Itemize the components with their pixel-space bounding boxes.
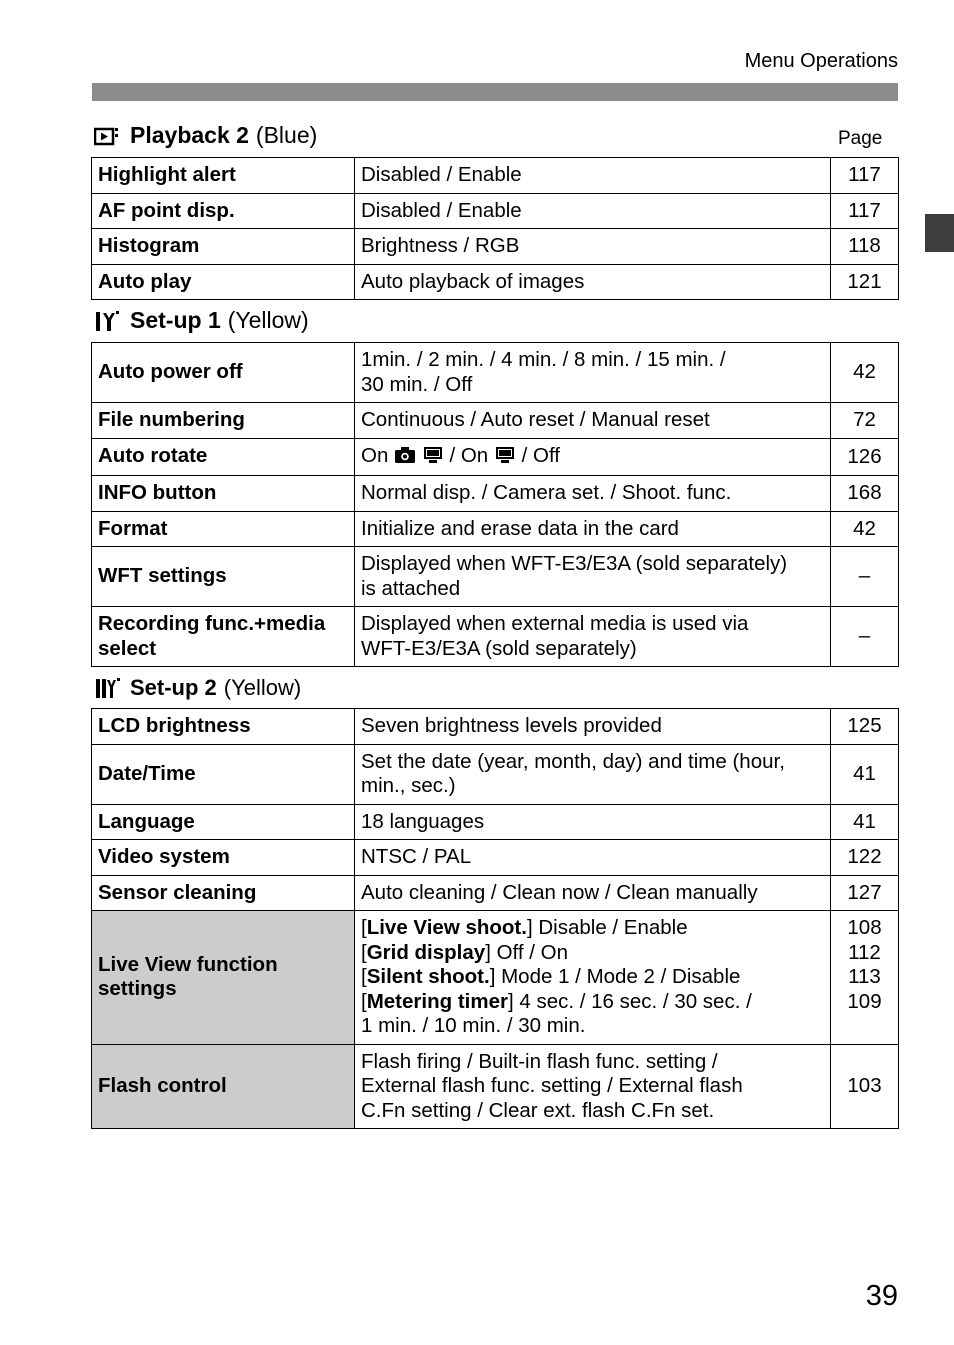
page-ref: 112 <box>848 940 881 964</box>
menu-item <box>92 607 355 667</box>
chapter-thumb-tab <box>925 214 954 252</box>
menu-setting: Disabled / Enable <box>355 158 831 194</box>
menu-item: Auto play <box>92 264 355 300</box>
menu-item: LCD brightness <box>92 709 355 745</box>
setting-text: On <box>361 443 389 467</box>
menu-setting <box>355 607 831 667</box>
menu-item: Histogram <box>92 229 355 265</box>
table-row <box>92 547 899 607</box>
menu-setting: Auto cleaning / Clean now / Clean manually <box>355 875 831 911</box>
item-line: select <box>98 636 157 660</box>
setup-2-table <box>91 708 899 1129</box>
setting-value: Disable / Enable <box>532 916 688 939</box>
menu-setting <box>355 911 831 1045</box>
playback-2-table <box>91 157 899 300</box>
page-ref: 42 <box>831 343 899 403</box>
table-row <box>92 744 899 804</box>
menu-item: Flash control <box>92 1044 355 1129</box>
setting-line: [Metering timer] 4 sec. / 16 sec. / 30 sec. / <box>361 989 752 1013</box>
camera-icon <box>394 446 416 471</box>
section-name: Playback 2 <box>130 122 249 148</box>
menu-item: WFT settings <box>92 547 355 607</box>
setting-line: [Live View shoot.] Disable / Enable <box>361 916 688 939</box>
page-ref: 168 <box>831 476 899 512</box>
setting-value: 4 sec. / 16 sec. / 30 sec. / <box>513 989 752 1013</box>
table-row <box>92 607 899 667</box>
computer-monitor-icon <box>494 446 516 471</box>
menu-setting: Normal disp. / Camera set. / Shoot. func. <box>355 476 831 512</box>
menu-item: Language <box>92 804 355 840</box>
setting-line: min., sec.) <box>361 774 456 797</box>
table-row <box>92 840 899 876</box>
table-row <box>92 264 899 300</box>
page-ref: – <box>831 607 899 667</box>
page-ref: 108 <box>847 916 882 939</box>
page-ref: 103 <box>831 1044 899 1129</box>
setting-value: Mode 1 / Mode 2 / Disable <box>495 965 741 988</box>
menu-item: Format <box>92 511 355 547</box>
table-row <box>92 476 899 512</box>
computer-monitor-icon <box>422 446 444 471</box>
page-ref: 41 <box>831 744 899 804</box>
item-line: settings <box>98 977 177 1001</box>
table-row <box>92 875 899 911</box>
menu-item: File numbering <box>92 403 355 439</box>
table-row <box>92 1044 899 1129</box>
menu-item: Highlight alert <box>92 158 355 194</box>
setup-wrench-icon <box>94 675 122 701</box>
setting-key: Metering timer <box>366 989 508 1013</box>
menu-item: Sensor cleaning <box>92 875 355 911</box>
menu-setting <box>355 343 831 403</box>
table-row <box>92 229 899 265</box>
page-ref: – <box>831 547 899 607</box>
setting-line: External flash func. setting / External flash <box>361 1074 743 1097</box>
menu-setting: 18 languages <box>355 804 831 840</box>
menu-item <box>92 911 355 1045</box>
section-title-setup-1 <box>94 307 309 334</box>
setting-key: Live View shoot. <box>366 916 527 939</box>
section-name: Set-up 1 <box>130 307 221 333</box>
menu-item: INFO button <box>92 476 355 512</box>
page-column-label: Page <box>838 128 883 149</box>
menu-setting <box>355 438 831 476</box>
section-title-setup-2 <box>94 675 301 701</box>
table-row <box>92 158 899 194</box>
menu-item: Date/Time <box>92 744 355 804</box>
menu-setting: Auto playback of images <box>355 264 831 300</box>
setting-key: Silent shoot. <box>366 965 490 988</box>
setting-line: Flash firing / Built-in flash func. setting / <box>361 1049 718 1073</box>
page-ref: 41 <box>831 804 899 840</box>
page-ref: 125 <box>831 709 899 745</box>
page-ref: 117 <box>831 158 899 194</box>
menu-setting: Initialize and erase data in the card <box>355 511 831 547</box>
setting-line: Set the date (year, month, day) and time (hour, <box>361 749 785 773</box>
page-number: 39 <box>865 1280 898 1312</box>
page-ref: 126 <box>831 438 899 476</box>
menu-setting <box>355 547 831 607</box>
table-row <box>92 511 899 547</box>
setting-line: C.Fn setting / Clear ext. flash C.Fn set. <box>361 1098 715 1122</box>
setting-line: [Silent shoot.] Mode 1 / Mode 2 / Disable <box>361 965 741 988</box>
menu-item: Auto power off <box>92 343 355 403</box>
setting-line: 1min. / 2 min. / 4 min. / 8 min. / 15 min. / <box>361 348 726 371</box>
menu-item: AF point disp. <box>92 193 355 229</box>
page-ref: 72 <box>831 403 899 439</box>
table-row <box>92 709 899 745</box>
menu-setting <box>355 1044 831 1129</box>
setting-line: Displayed when external media is used via <box>361 612 749 635</box>
table-row <box>92 438 899 476</box>
page-ref: 122 <box>831 840 899 876</box>
setting-line: Displayed when WFT-E3/E3A (sold separately) <box>361 552 788 575</box>
setting-text: / On <box>449 443 489 467</box>
menu-setting: Brightness / RGB <box>355 229 831 265</box>
menu-item: Auto rotate <box>92 438 355 476</box>
page-ref: 42 <box>831 511 899 547</box>
menu-setting: NTSC / PAL <box>355 840 831 876</box>
item-line: Live View function <box>98 952 278 976</box>
setting-line: 1 min. / 10 min. / 30 min. <box>361 1014 586 1037</box>
section-color: (Blue) <box>255 122 318 148</box>
playback-icon <box>94 123 122 149</box>
setup-wrench-icon <box>94 308 122 334</box>
page-ref: 118 <box>831 229 899 265</box>
section-title-playback-2 <box>94 122 317 149</box>
menu-setting <box>355 744 831 804</box>
page-ref: 117 <box>831 193 899 229</box>
table-row <box>92 403 899 439</box>
setting-line: is attached <box>361 576 461 600</box>
item-line: Recording func.+media <box>98 612 326 635</box>
header-rule <box>92 83 898 101</box>
setting-line: [Grid display] Off / On <box>361 940 568 964</box>
setting-text: / Off <box>521 443 560 467</box>
section-color: (Yellow) <box>223 675 302 700</box>
setting-line: 30 min. / Off <box>361 372 473 396</box>
table-row <box>92 804 899 840</box>
setup-1-table <box>91 342 899 667</box>
page-ref: 109 <box>847 989 882 1013</box>
section-name: Set-up 2 <box>130 675 217 700</box>
setting-key: Grid display <box>366 940 486 964</box>
table-row <box>92 343 899 403</box>
table-row <box>92 911 899 1045</box>
menu-item: Video system <box>92 840 355 876</box>
menu-setting: Continuous / Auto reset / Manual reset <box>355 403 831 439</box>
section-color: (Yellow) <box>227 307 309 333</box>
page-ref-list <box>831 911 899 1045</box>
page-ref: 121 <box>831 264 899 300</box>
table-row <box>92 193 899 229</box>
menu-setting: Disabled / Enable <box>355 193 831 229</box>
page-ref: 113 <box>848 965 881 988</box>
running-header: Menu Operations <box>744 50 898 72</box>
setting-value: Off / On <box>490 940 568 964</box>
menu-setting: Seven brightness levels provided <box>355 709 831 745</box>
page-ref: 127 <box>831 875 899 911</box>
setting-line: WFT-E3/E3A (sold separately) <box>361 636 637 660</box>
